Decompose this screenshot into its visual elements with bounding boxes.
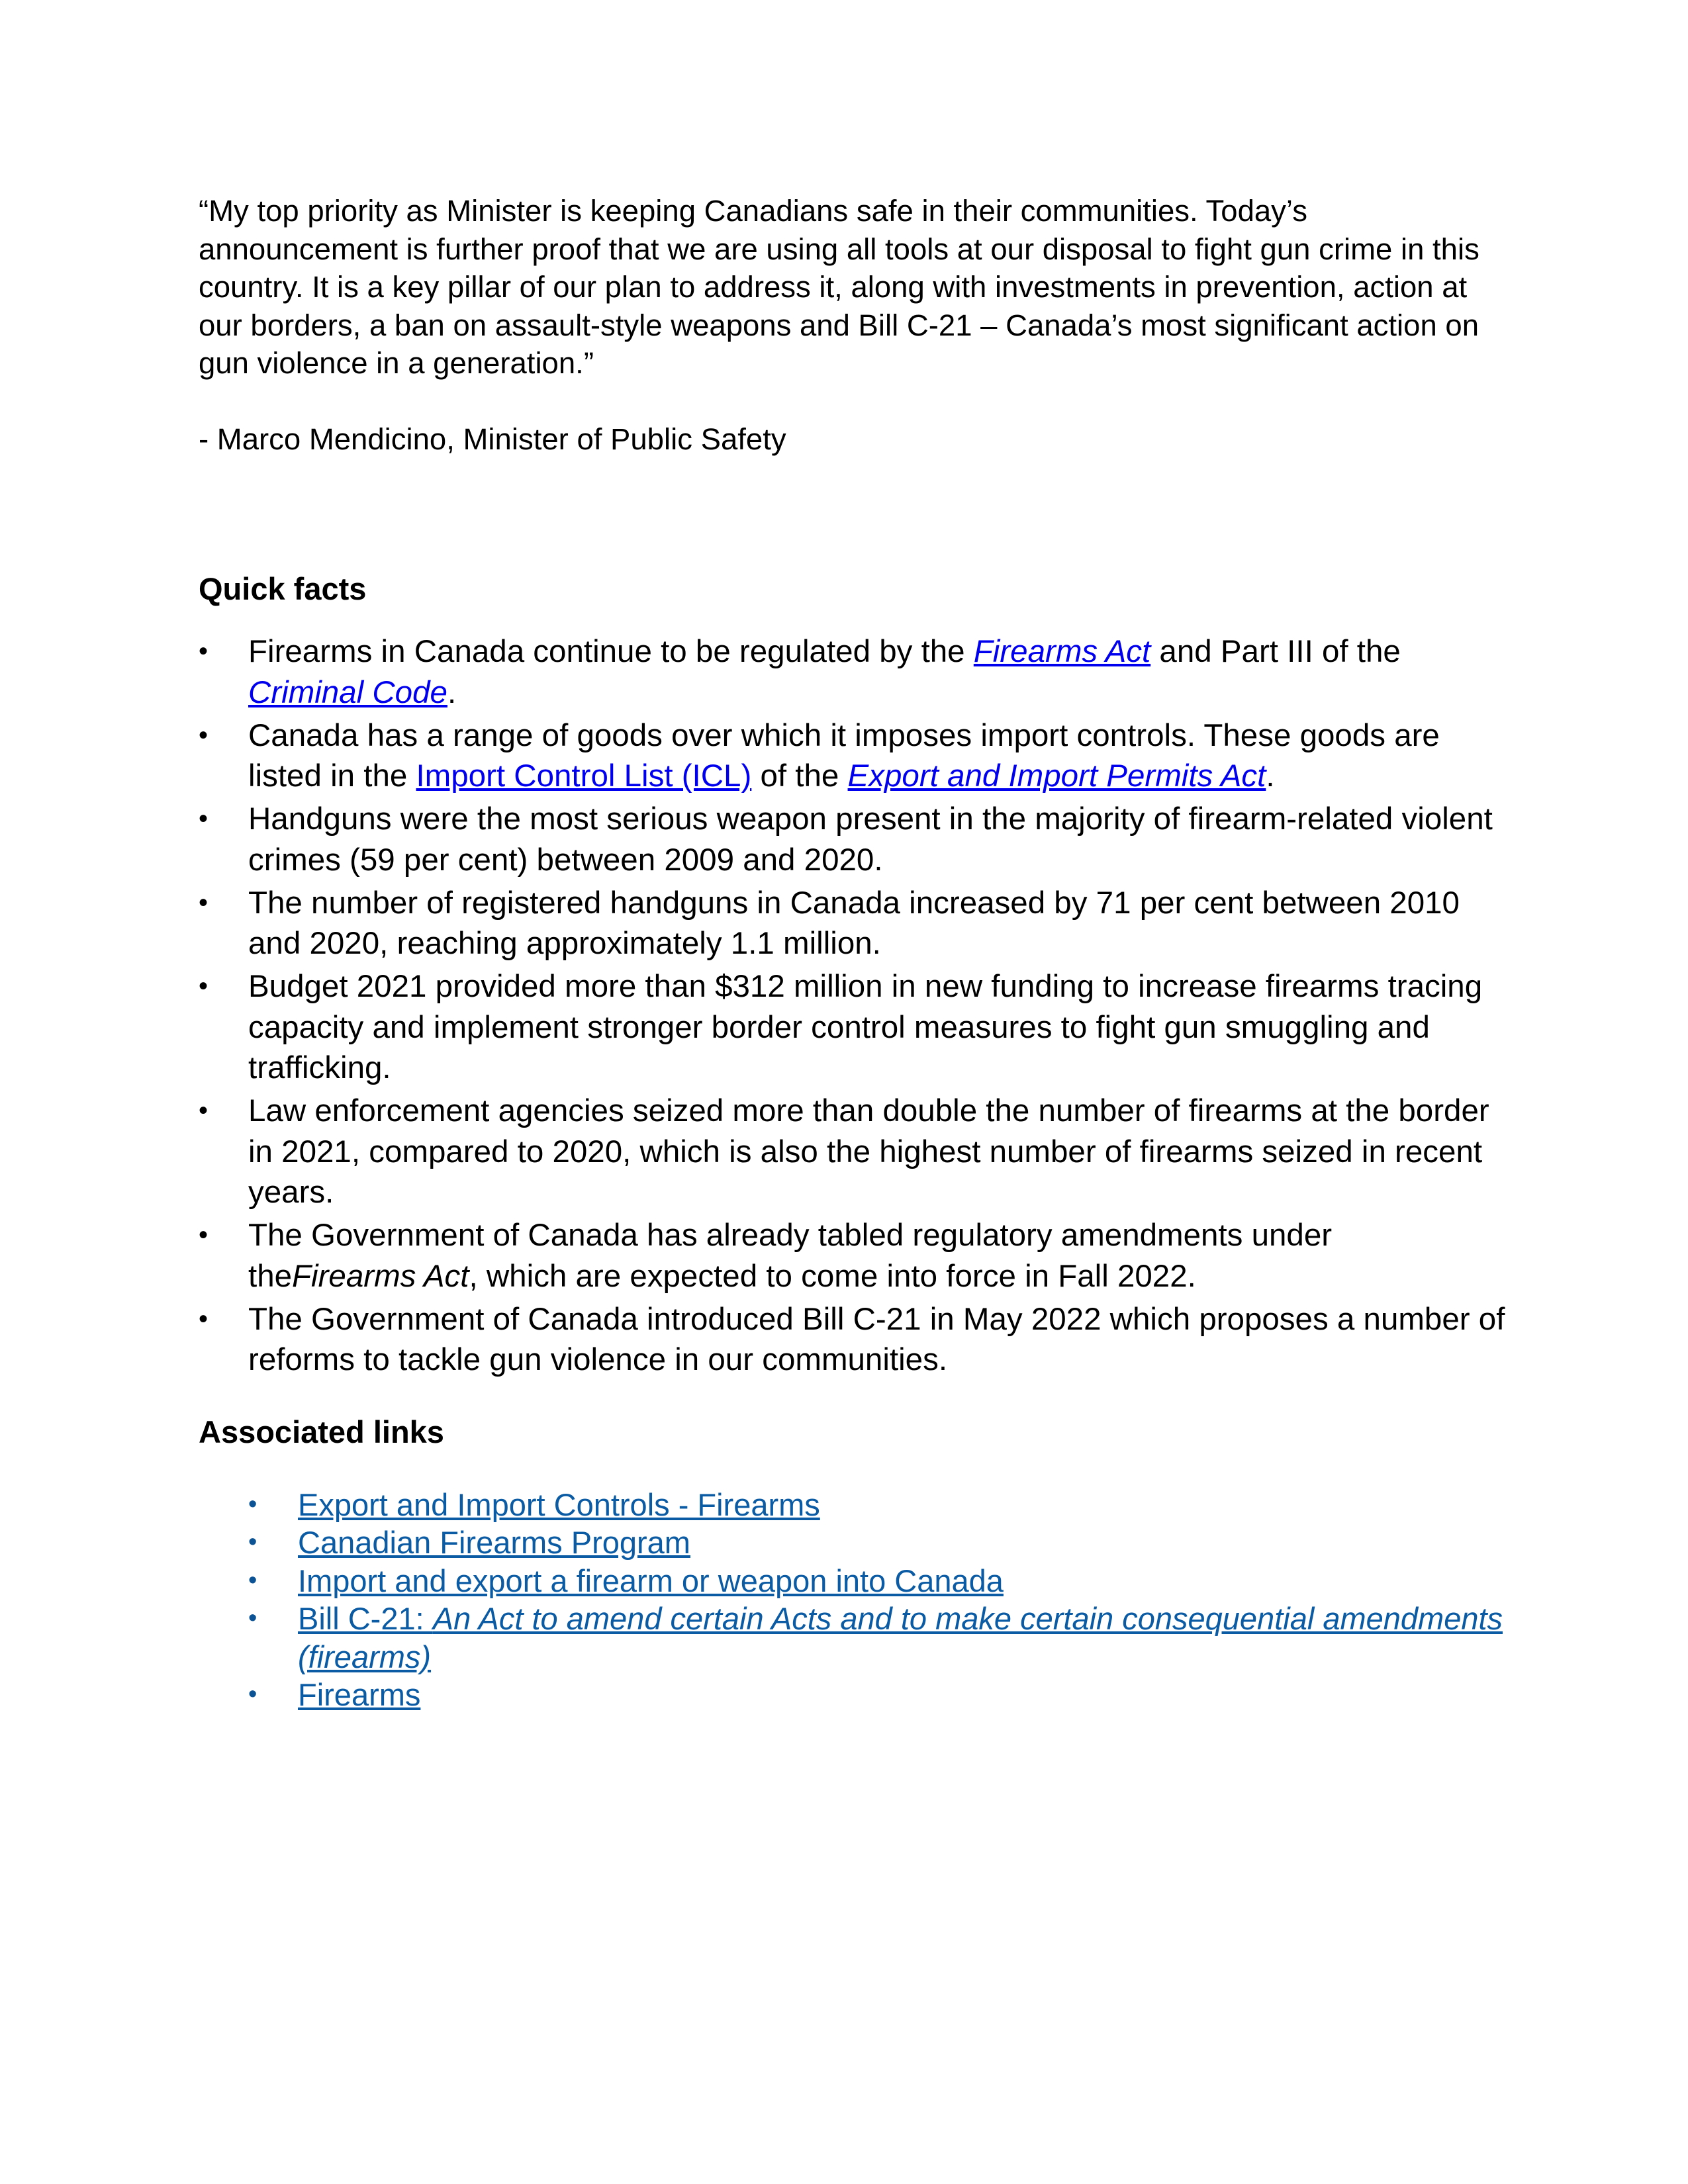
bullet-icon: • xyxy=(248,1604,258,1632)
bullet-icon: • xyxy=(248,1566,258,1594)
bill-c21-title: An Act to amend certain Acts and to make certain consequential amendments (firearms) xyxy=(298,1601,1503,1674)
bullet-icon: • xyxy=(199,637,209,666)
list-item xyxy=(199,966,1506,1089)
minister-quote: “My top priority as Minister is keeping Canadians safe in their communities. Today’s announcement is further proof that we are using all tools at our disposal to fight gun crime in this country. It is a key pillar of our plan to address it, along with investments in prevention, action at our borders, a ban on assault-style weapons and Bill C-21 – Canada’s most significant action on gun violence in a generation.” xyxy=(199,194,1479,380)
bill-c21-link[interactable] xyxy=(298,1601,1503,1674)
fact-text: Handguns were the most serious weapon present in the majority of firearm-related violent crimes (59 per cent) between 2009 and 2020. xyxy=(248,801,1493,878)
fact-text: , which are expected to come into force in Fall 2022. xyxy=(469,1258,1196,1294)
fact-text: The Government of Canada has already tabled regulatory amendments under the xyxy=(248,1218,1333,1294)
fact-text: . xyxy=(447,674,457,710)
import-control-list-link[interactable]: Import Control List (ICL) xyxy=(416,758,752,794)
document-page xyxy=(199,192,1505,1714)
fact-text: Canada has a range of goods over which it imposes import controls. These goods are listed in the xyxy=(248,717,1440,794)
bullet-icon: • xyxy=(248,1680,258,1708)
bullet-icon: • xyxy=(199,720,209,750)
bullet-icon: • xyxy=(199,804,209,833)
list-item xyxy=(199,715,1506,797)
export-import-controls-link[interactable]: Export and Import Controls - Firearms xyxy=(298,1486,820,1522)
list-item xyxy=(199,631,1506,713)
firearms-link[interactable]: Firearms xyxy=(298,1677,421,1712)
fact-text: of the xyxy=(751,758,848,794)
fact-text: The Government of Canada introduced Bill C-21 in May 2022 which proposes a number of reforms to tackle gun violence in our communities. xyxy=(248,1301,1505,1377)
fact-text: Budget 2021 provided more than $312 million in new funding to increase firearms tracing capacity and implement stronger border control measures to fight gun smuggling and trafficking. xyxy=(248,969,1483,1085)
fact-text: Firearms in Canada continue to be regulated by the xyxy=(248,634,974,669)
list-item xyxy=(199,1299,1506,1381)
quote-attribution: - Marco Mendicino, Minister of Public Safety xyxy=(199,422,786,456)
associated-links-list xyxy=(199,1486,1503,1714)
firearms-act-italic: Firearms Act xyxy=(292,1258,469,1294)
fact-text: Law enforcement agencies seized more than double the number of firearms at the border in 2021, compared to 2020, which is also the highest number of firearms seized in recent years. xyxy=(248,1093,1489,1210)
list-item xyxy=(199,1562,1556,1600)
list-item xyxy=(199,1215,1506,1297)
canadian-firearms-program-link[interactable]: Canadian Firearms Program xyxy=(298,1525,690,1560)
bullet-icon: • xyxy=(248,1490,258,1518)
bill-c21-prefix: Bill C-21: xyxy=(298,1601,433,1636)
list-item xyxy=(199,799,1506,880)
list-item xyxy=(199,1486,1556,1524)
bullet-icon: • xyxy=(199,1304,209,1334)
bullet-icon: • xyxy=(248,1528,258,1556)
firearms-act-link[interactable]: Firearms Act xyxy=(973,634,1151,669)
quick-facts-list xyxy=(199,631,1505,1381)
fact-text: and Part III of the xyxy=(1150,634,1401,669)
list-item xyxy=(199,1676,1556,1714)
associated-links-heading: Associated links xyxy=(199,1414,444,1449)
list-item xyxy=(199,1091,1506,1213)
fact-text: The number of registered handguns in Canada increased by 71 per cent between 2010 and 2020, reaching approximately 1.1 million. xyxy=(248,885,1460,961)
import-export-firearm-link[interactable]: Import and export a firearm or weapon into Canada xyxy=(298,1563,1004,1598)
criminal-code-link[interactable]: Criminal Code xyxy=(248,674,447,710)
bullet-icon: • xyxy=(199,1220,209,1250)
bullet-icon: • xyxy=(199,972,209,1001)
list-item xyxy=(199,1600,1556,1676)
list-item xyxy=(199,1524,1556,1562)
fact-text: . xyxy=(1266,758,1275,794)
export-import-permits-act-link[interactable]: Export and Import Permits Act xyxy=(847,758,1266,794)
list-item xyxy=(199,883,1506,964)
quick-facts-heading: Quick facts xyxy=(199,571,367,606)
bullet-icon: • xyxy=(199,1096,209,1125)
bullet-icon: • xyxy=(199,887,209,917)
